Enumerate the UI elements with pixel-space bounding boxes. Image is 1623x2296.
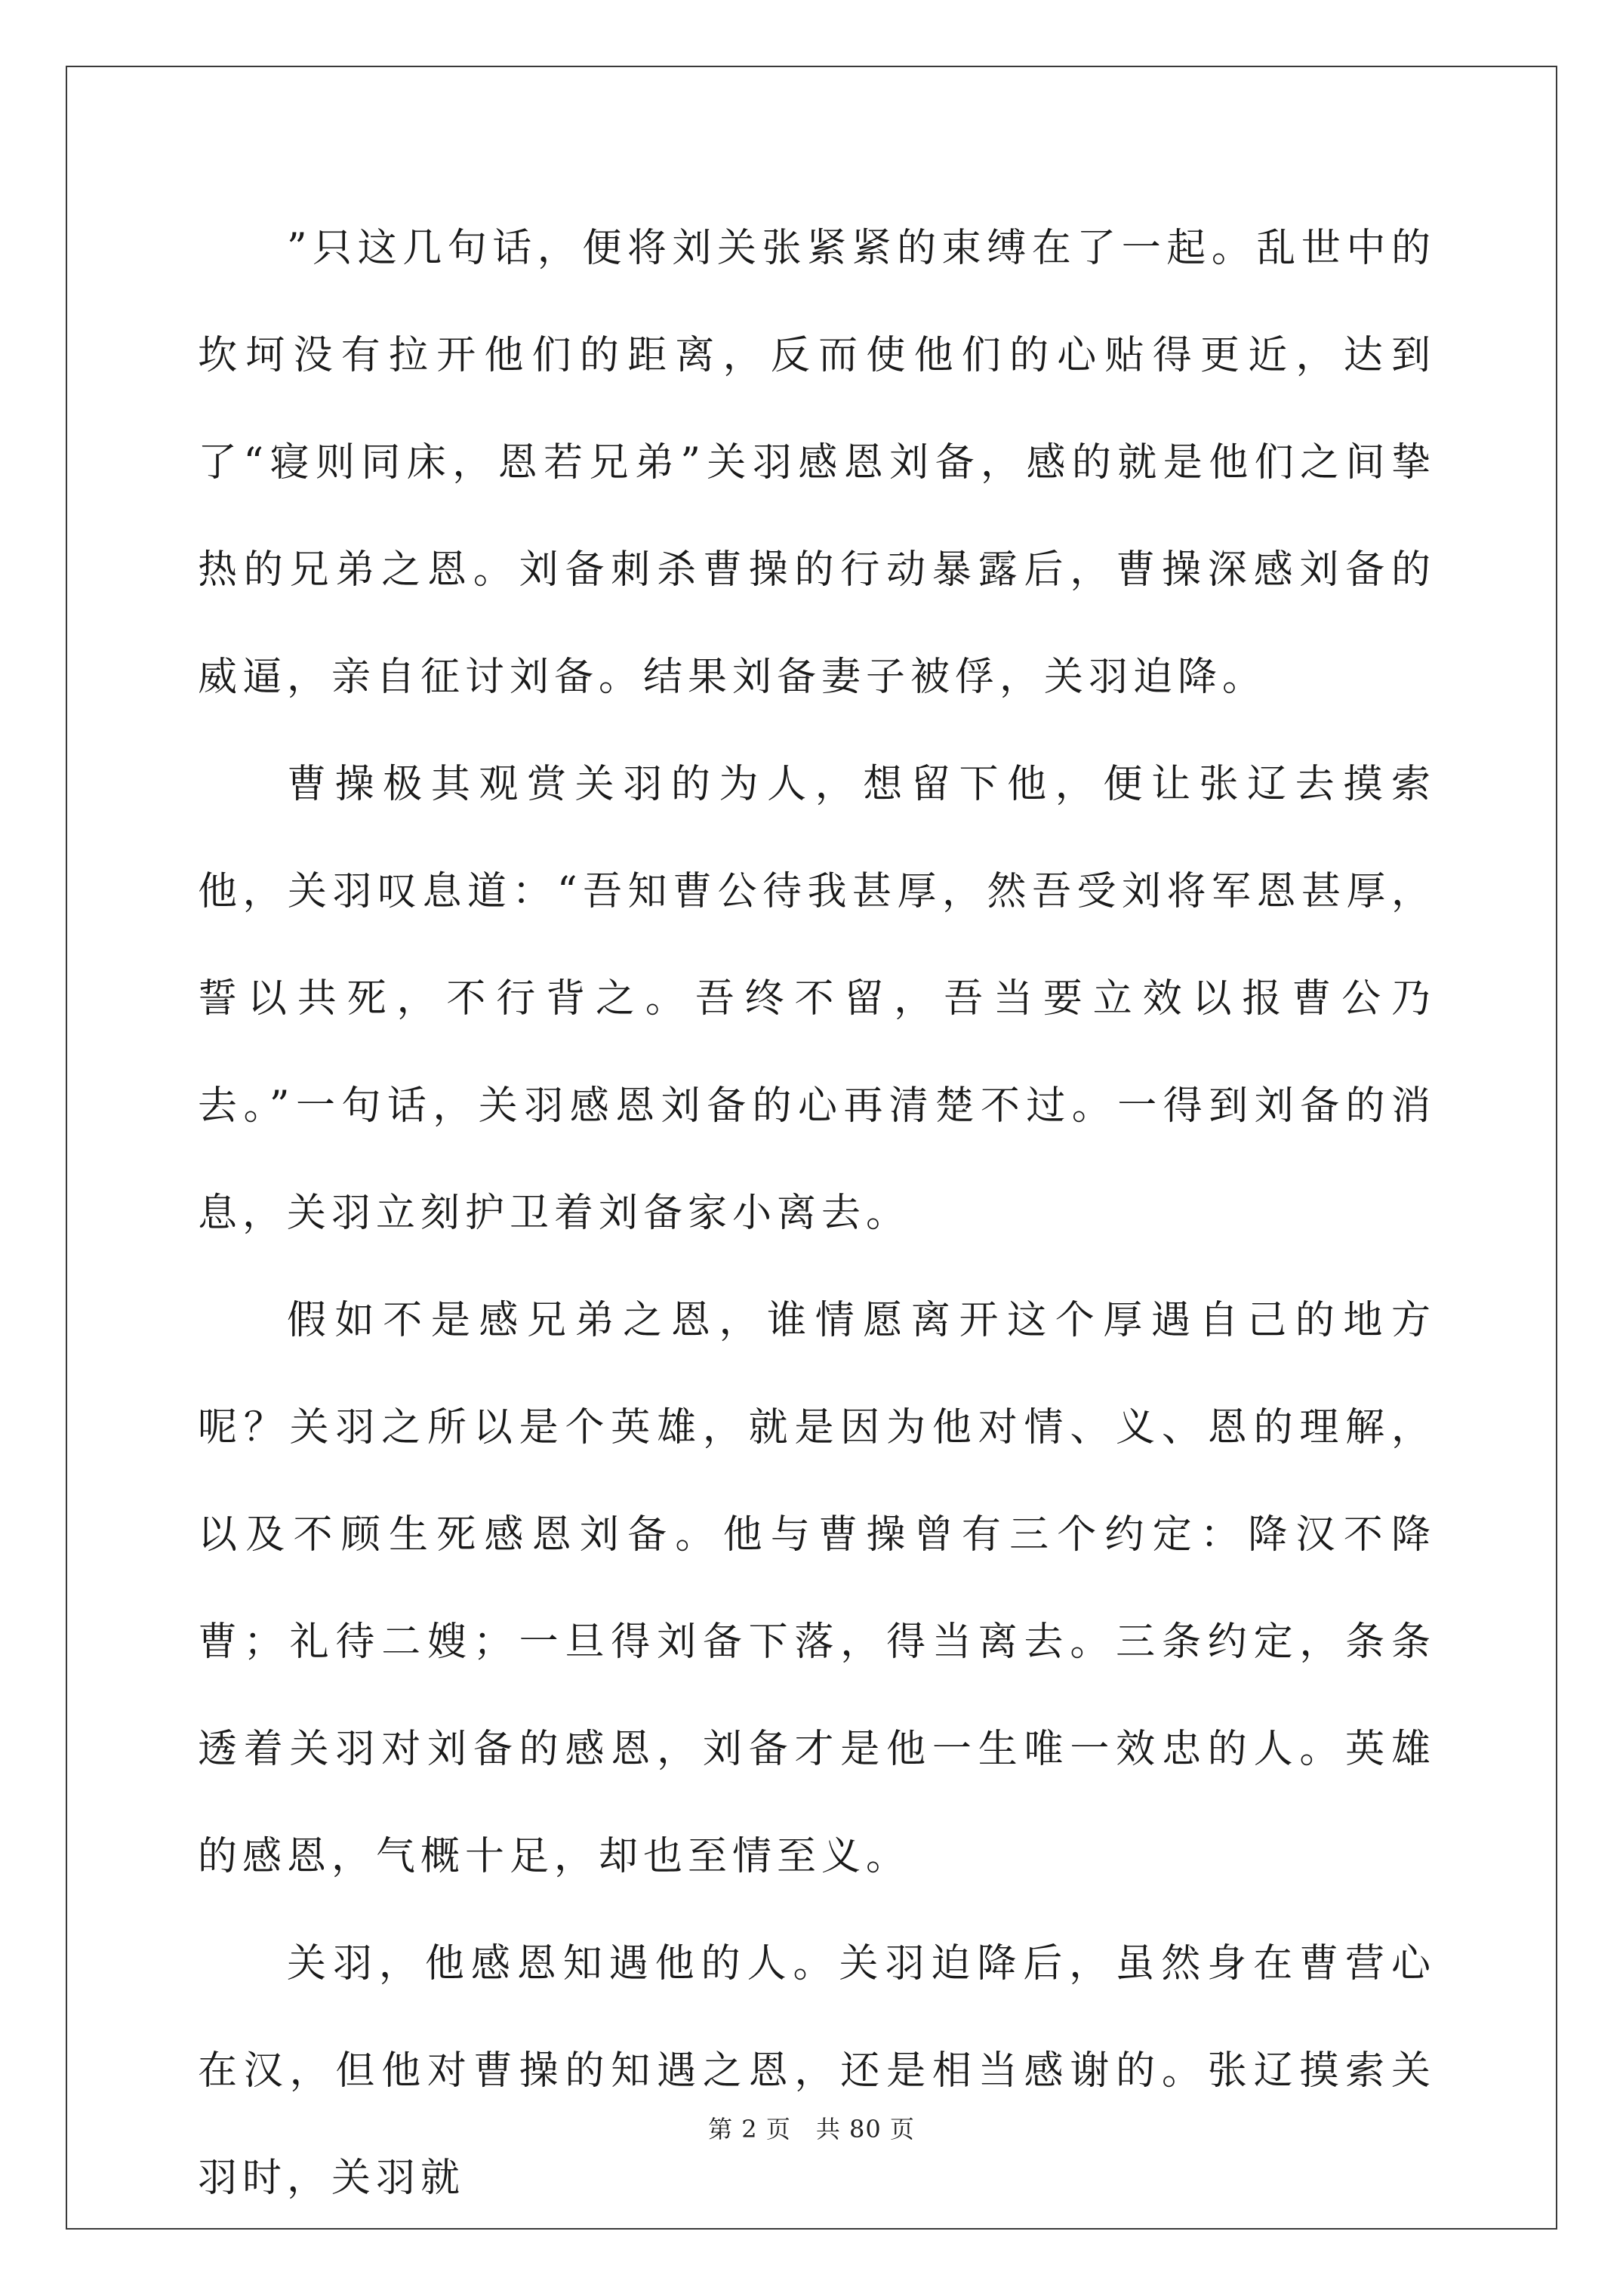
document-body (198, 195, 1436, 2232)
paragraph-3: 假如不是感兄弟之恩，谁情愿离开这个厚遇自己的地方呢？关羽之所以是个英雄，就是因为他对情、义、恩的理解，以及不顾生死感恩刘备。他与曹操曾有三个约定：降汉不降曹；礼待二嫂；一旦得刘备下落，得当离去。三条约定，条条透着关羽对刘备的感恩，刘备才是他一生唯一效忠的人。英雄的感恩，气概十足，却也至情至义。 (198, 1298, 1436, 1879)
paragraph-2: 曹操极其观赏关羽的为人，想留下他，便让张辽去摸索他，关羽叹息道：“吾知曹公待我甚厚，然吾受刘将军恩甚厚，誓以共死，不行背之。吾终不留，吾当要立效以报曹公乃去。”一句话，关羽感恩刘备的心再清楚不过。一得到刘备的消息，关羽立刻护卫着刘备家小离去。 (198, 762, 1436, 1236)
paragraph-1: ”只这几句话，便将刘关张紧紧的束缚在了一起。乱世中的坎坷没有拉开他们的距离，反而使他们的心贴得更近，达到了“寝则同床，恩若兄弟”关羽感恩刘备，感的就是他们之间挚热的兄弟之恩。刘备刺杀曹操的行动暴露后，曹操深感刘备的威逼，亲自征讨刘备。结果刘备妻子被俘，关羽迫降。 (198, 226, 1436, 700)
paragraph-4: 关羽，他感恩知遇他的人。关羽迫降后，虽然身在曹营心在汉，但他对曹操的知遇之恩，还是相当感谢的。张辽摸索关羽时，关羽就 (198, 1941, 1436, 2201)
page-number-footer: 第 2 页 共 80 页 (708, 2115, 915, 2143)
